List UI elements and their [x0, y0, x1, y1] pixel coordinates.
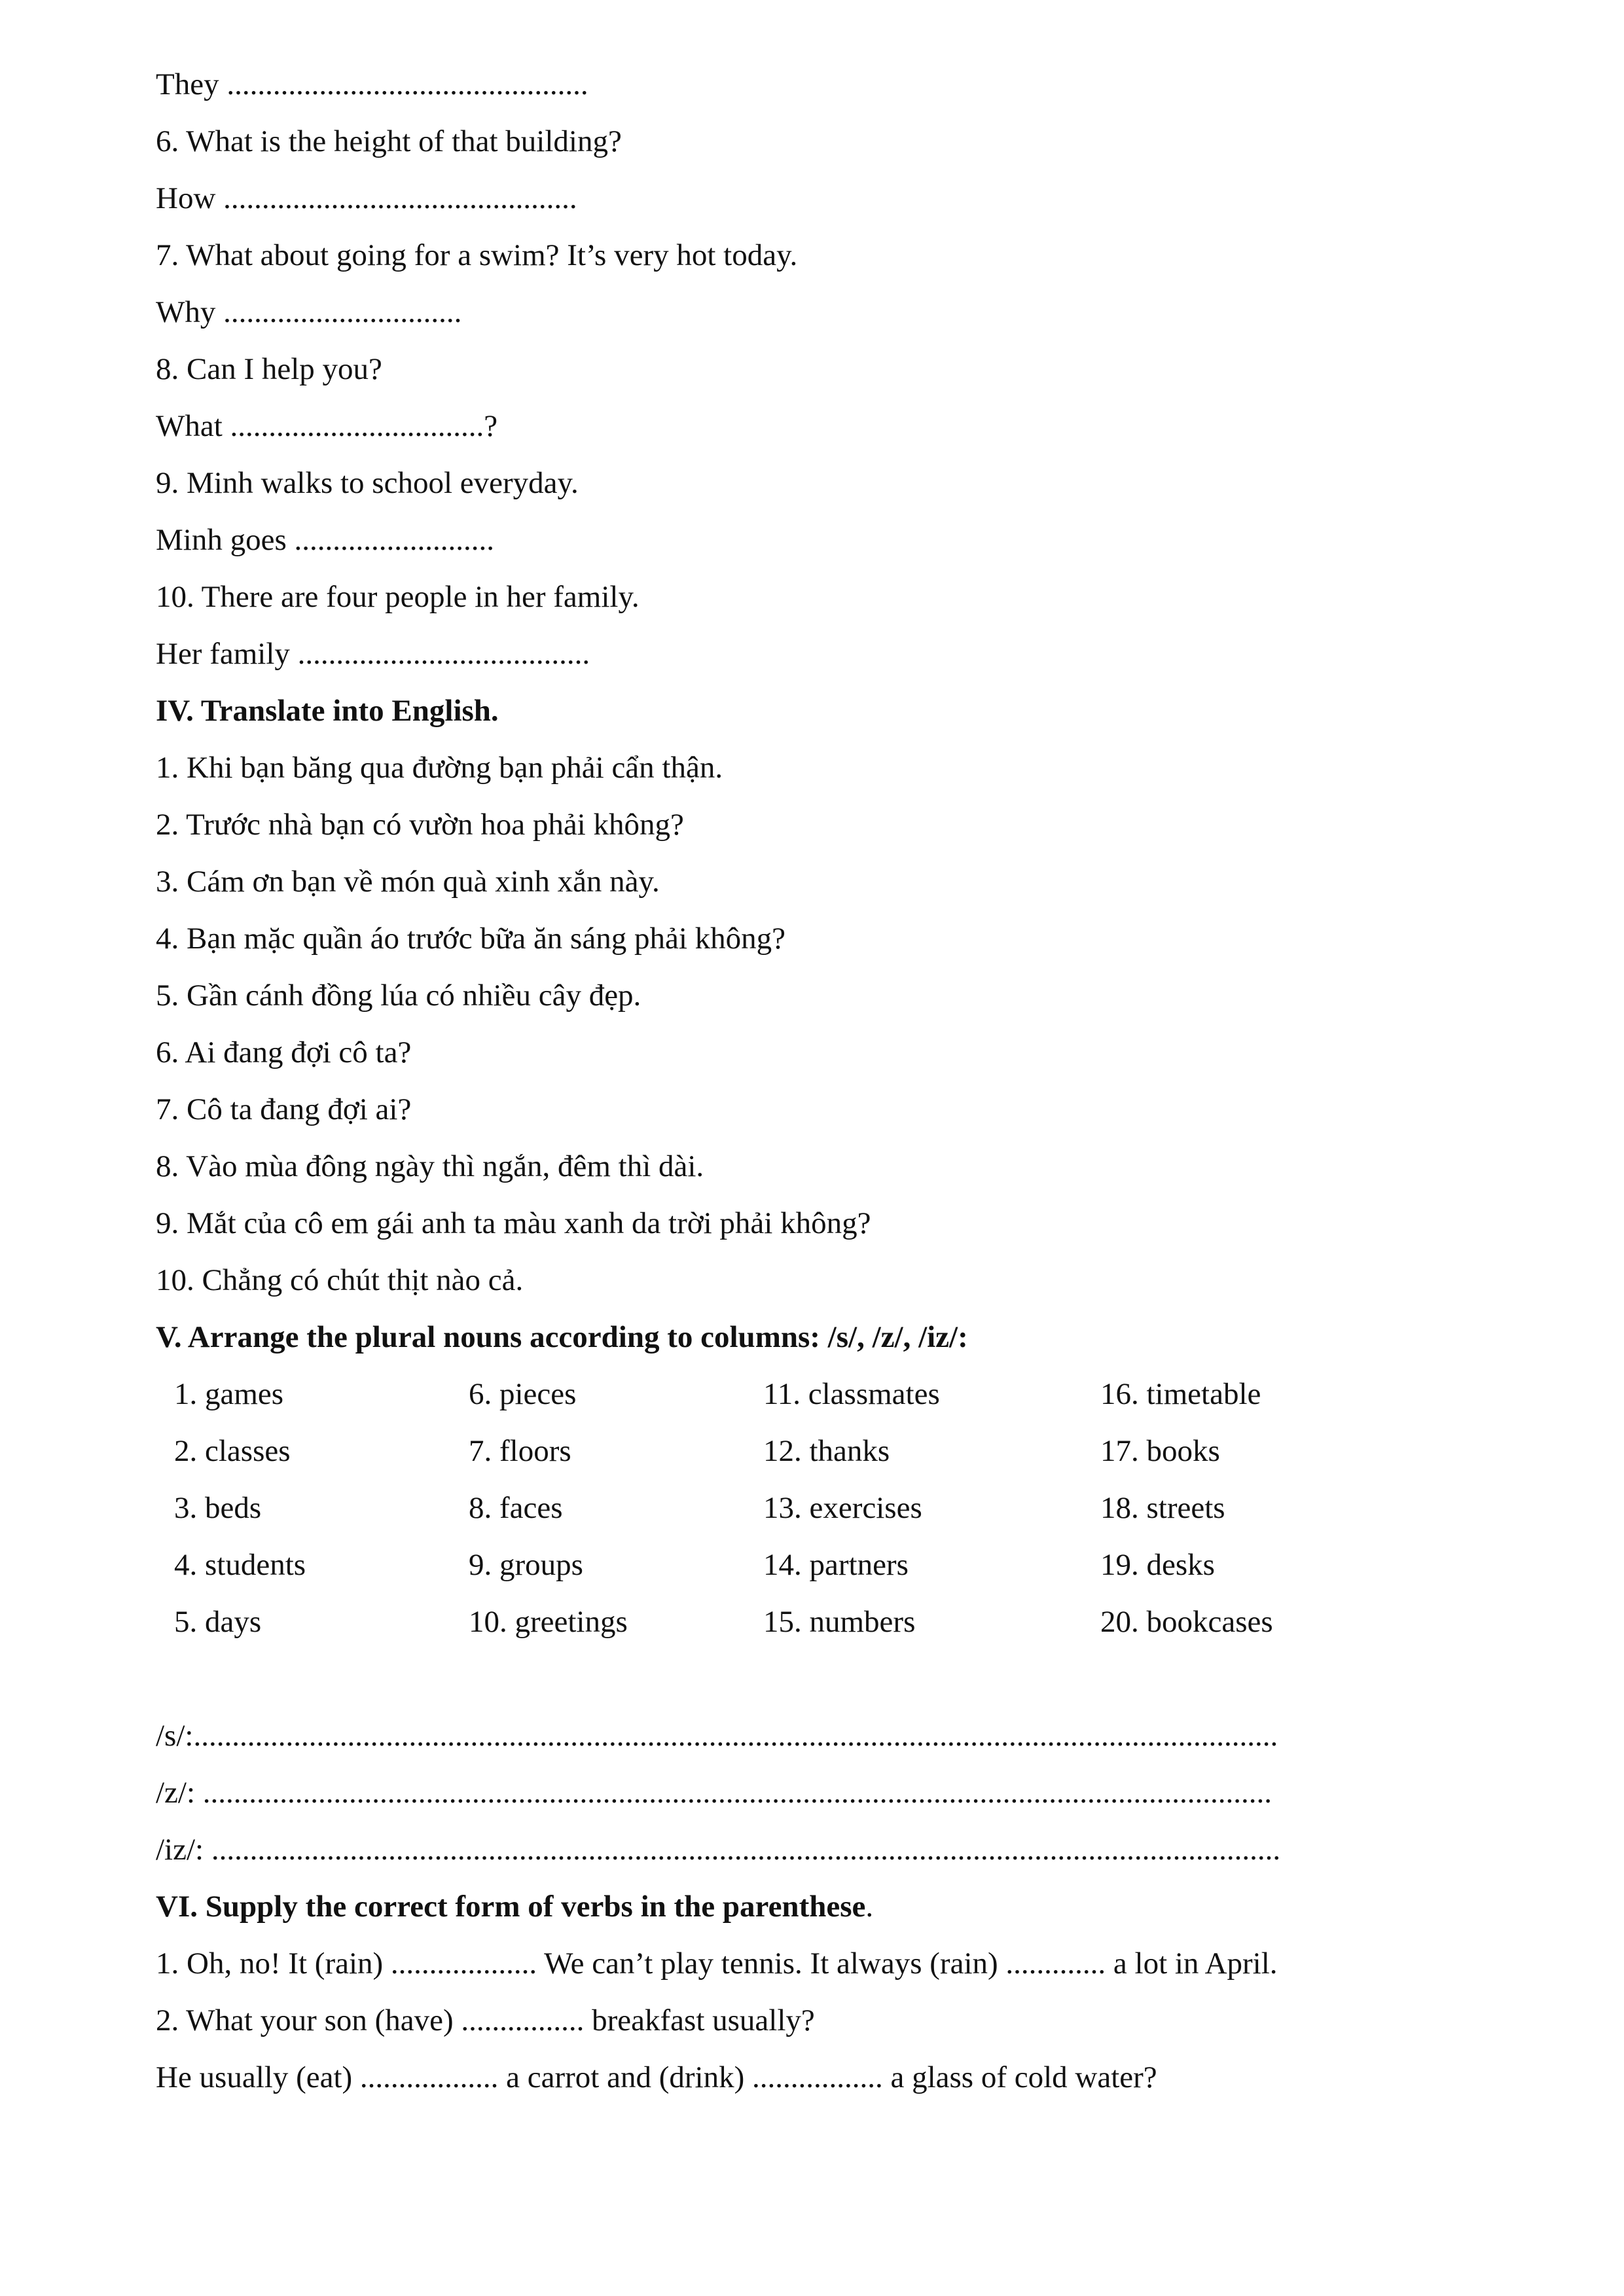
part3-section: [156, 56, 1465, 683]
noun-cell: 13. exercises: [763, 1491, 922, 1525]
answer-line-s: /s/:.............................................................................................................................................: [156, 1719, 1278, 1753]
rewrite-question-10: 10. There are four people in her family.: [156, 580, 640, 614]
noun-cell: 20. bookcases: [1100, 1605, 1273, 1639]
rewrite-question-9: 9. Minh walks to school everyday.: [156, 466, 579, 500]
noun-cell: 5. days: [174, 1605, 262, 1639]
translate-item-8: 8. Vào mùa đông ngày thì ngắn, đêm thì dài.: [156, 1149, 704, 1183]
plural-nouns-grid: [156, 1366, 1465, 1651]
part5-section: [156, 1309, 1465, 1878]
rewrite-answer-6: How ..............................................: [156, 181, 577, 215]
rewrite-question-8: 8. Can I help you?: [156, 352, 382, 386]
heading-period: .: [865, 1890, 874, 1924]
translate-item-10: 10. Chẳng có chút thịt nào cả.: [156, 1263, 524, 1297]
section-heading: IV. Translate into English.: [156, 694, 499, 728]
translate-item-2: 2. Trước nhà bạn có vườn hoa phải không?: [156, 808, 684, 842]
noun-cell: 8. faces: [469, 1491, 563, 1525]
rewrite-answer-9: Minh goes ..........................: [156, 523, 494, 557]
noun-cell: 16. timetable: [1100, 1377, 1261, 1411]
noun-cell: 3. beds: [174, 1491, 262, 1525]
verb-item-2-answer: He usually (eat) .................. a carrot and (drink) ................. a glass of cold water?: [156, 2060, 1157, 2094]
section-heading: V. Arrange the plural nouns according to columns: /s/, /z/, /iz/:: [156, 1320, 968, 1354]
noun-cell: 14. partners: [763, 1548, 909, 1582]
rewrite-answer-5: They ...............................................: [156, 67, 588, 101]
noun-cell: 10. greetings: [469, 1605, 628, 1639]
translate-item-3: 3. Cám ơn bạn về món quà xinh xắn này.: [156, 865, 660, 899]
rewrite-question-6: 6. What is the height of that building?: [156, 124, 622, 158]
rewrite-question-7: 7. What about going for a swim? It’s very hot today.: [156, 238, 798, 272]
verb-item-2: 2. What your son (have) ................ breakfast usually?: [156, 2003, 815, 2037]
translate-item-6: 6. Ai đang đợi cô ta?: [156, 1035, 412, 1069]
section-heading-line: [156, 1878, 1465, 1935]
translate-item-7: 7. Cô ta đang đợi ai?: [156, 1092, 412, 1126]
noun-cell: 6. pieces: [469, 1377, 577, 1411]
answer-line-z: /z/: ...........................................................................................................................................: [156, 1776, 1272, 1810]
section-heading: VI. Supply the correct form of verbs in the parenthese: [156, 1890, 866, 1924]
noun-cell: 9. groups: [469, 1548, 583, 1582]
noun-cell: 1. games: [174, 1377, 284, 1411]
noun-cell: 12. thanks: [763, 1434, 890, 1468]
noun-cell: 4. students: [174, 1548, 306, 1582]
translate-item-9: 9. Mắt của cô em gái anh ta màu xanh da trời phải không?: [156, 1206, 871, 1240]
noun-cell: 17. books: [1100, 1434, 1220, 1468]
noun-cell: 11. classmates: [763, 1377, 940, 1411]
translate-item-1: 1. Khi bạn băng qua đường bạn phải cẩn thận.: [156, 751, 723, 785]
noun-cell: 15. numbers: [763, 1605, 916, 1639]
part6-section: [156, 1878, 1465, 2106]
rewrite-answer-7: Why ...............................: [156, 295, 462, 329]
translate-item-5: 5. Gần cánh đồng lúa có nhiều cây đẹp.: [156, 978, 641, 1013]
answer-line-iz: /iz/: ...........................................................................................................................................: [156, 1833, 1281, 1867]
rewrite-answer-10: Her family ......................................: [156, 637, 590, 671]
noun-cell: 18. streets: [1100, 1491, 1225, 1525]
part4-section: [156, 683, 1465, 1309]
noun-cell: 7. floors: [469, 1434, 571, 1468]
rewrite-answer-8: What .................................?: [156, 409, 498, 443]
blank-spacer: [156, 1651, 1465, 1708]
noun-cell: 19. desks: [1100, 1548, 1215, 1582]
worksheet-page: [156, 56, 1465, 2106]
translate-item-4: 4. Bạn mặc quần áo trước bữa ăn sáng phải không?: [156, 922, 785, 956]
noun-cell: 2. classes: [174, 1434, 291, 1468]
verb-item-1: 1. Oh, no! It (rain) ................... We can’t play tennis. It always (rain) ............. a lot in April.: [156, 1946, 1278, 1981]
